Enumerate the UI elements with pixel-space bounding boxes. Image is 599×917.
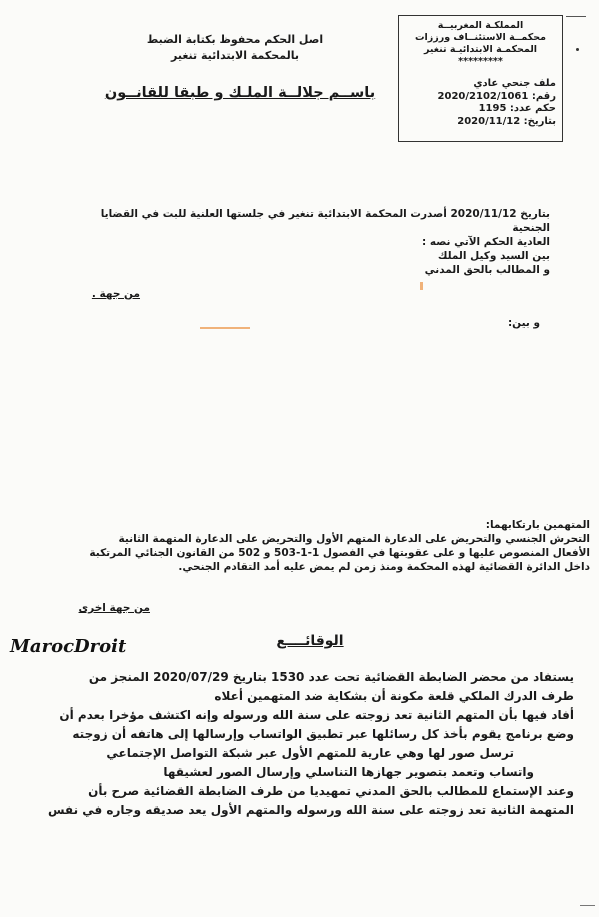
judgment-date: بتاريخ: 2020/11/12 <box>457 115 556 127</box>
facts-line: وضع برنامج يقوم بأخذ كل رسائلها عبر تطبيق الواتساب وإرسالها إلى هاتفه أن زوجته <box>72 727 574 741</box>
margin-dot <box>576 48 579 51</box>
intro-line3: بين السيد وكيل الملك <box>437 250 550 262</box>
bottom-margin-mark <box>580 905 595 906</box>
and-between-label: و بين: <box>507 317 540 329</box>
accused-line1: المتهمين بارتكابهما: <box>485 519 590 531</box>
intro-line4: و المطالب بالحق المدني <box>424 264 550 276</box>
intro-line1: بتاريخ 2020/11/12 أصدرت المحكمة الابتدائية تنغير في جلستها العلنية للبت في القضايا الجنحية <box>100 208 550 234</box>
accused-line2: التحرش الجنسي والتحريض على الدعارة المتهم الأول والتحريض على الدعارة المتهمة الثانية <box>118 533 590 545</box>
ink-smudge <box>420 282 423 290</box>
site-watermark: MarocDroit <box>10 636 127 657</box>
facts-line: المتهمة الثانية تعد زوجته على سنة الله ورسوله والمتهم الأول يعد صديقه وجاره في نفس <box>47 803 574 817</box>
intro-paragraph <box>80 207 550 277</box>
judgment-number: حكم عدد: 1195 <box>478 103 556 114</box>
kingdom-label: المملكـة المغربيــة <box>437 20 524 31</box>
file-number: رقم: 2020/2102/1061 <box>437 90 556 102</box>
margin-mark <box>566 16 586 17</box>
file-type: ملف جنحي عادي <box>473 78 556 89</box>
original-note-line2: بالمحكمة الابتدائية تنغير <box>171 49 299 62</box>
accused-paragraph <box>50 518 590 574</box>
facts-line: وعند الإستماع للمطالب بالحق المدني تمهيديا من طرف الضابطة القضائية صرح بأن <box>88 784 574 798</box>
separator-stars: ********* <box>458 56 503 67</box>
appeal-court-label: محكمــة الاستئنــاف ورززات <box>414 32 546 43</box>
original-note <box>120 32 350 64</box>
accused-line3: الأفعال المنصوص عليها و على عقوبتها في الفصول 1-1-503 و 502 من القانون الجنائي المرتكبة <box>89 547 590 559</box>
ink-line <box>200 327 250 329</box>
royal-title: باســم جلالــة الملـك و طبقا للقانــون <box>104 85 376 101</box>
intro-line2: العادية الحكم الآتي نصه : <box>421 236 550 248</box>
facts-line: طرف الدرك الملكي قلعة مكونة أن بشكاية ضد المتهمين أعلاه <box>214 689 574 703</box>
court-header-box <box>398 15 563 142</box>
facts-line: يستفاد من محضر الضابطة القضائية تحت عدد 1530 بتاريخ 2020/07/29 المنجز من <box>88 670 574 684</box>
original-note-line1: اصل الحكم محفوظ بكتابة الضبط <box>146 33 324 46</box>
other-side-label: من جهة اخرى <box>78 602 150 614</box>
accused-line4: داخل الدائرة القضائية لهذه المحكمة ومنذ زمن لم يمض عليه أمد التقادم الجنحي. <box>178 561 590 573</box>
facts-line: ترسل صور لها وهي عارية للمتهم الأول عبر شبكة التواصل الإجتماعي <box>106 746 514 760</box>
facts-body <box>44 668 574 820</box>
facts-title: الوقائــــع <box>276 633 344 649</box>
from-side-label: من جهة . <box>91 288 140 300</box>
facts-line: واتساب وتعمد بتصوير جهازها التناسلي وإرسال الصور لعشيقها <box>163 765 534 779</box>
first-instance-court-label: المحكمـة الابتدائيـة تنغير <box>423 44 538 55</box>
facts-line: أفاد فيها بأن المتهم الثانية تعد زوجته على سنة الله ورسوله وإنه اكتشف مؤخرا بعدم أن <box>59 708 574 722</box>
